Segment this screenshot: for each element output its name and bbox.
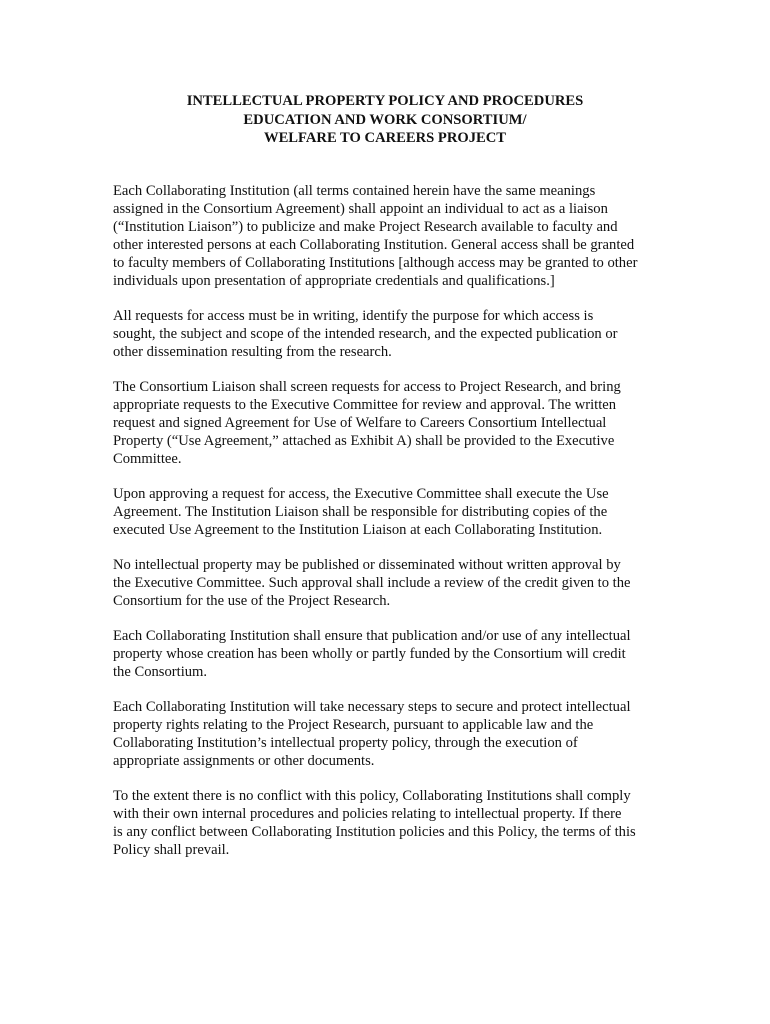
text-line: appropriate assignments or other documents. xyxy=(113,753,375,769)
text-line: property rights relating to the Project Research, pursuant to applicable law and the xyxy=(113,717,594,733)
text-line: individuals upon presentation of appropriate credentials and qualifications.] xyxy=(113,273,555,289)
text-line: is any conflict between Collaborating Institution policies and this Policy, the terms of this xyxy=(113,824,636,840)
paragraph-publication xyxy=(113,556,713,610)
text-line: to faculty members of Collaborating Institutions [although access may be granted to other xyxy=(113,255,638,271)
text-line: Agreement. The Institution Liaison shall be responsible for distributing copies of the xyxy=(113,504,608,520)
text-line: assigned in the Consortium Agreement) shall appoint an individual to act as a liaison xyxy=(113,201,608,217)
title-line: INTELLECTUAL PROPERTY POLICY AND PROCEDURES xyxy=(186,93,584,109)
title-line: EDUCATION AND WORK CONSORTIUM/ xyxy=(243,111,527,128)
text-line: other dissemination resulting from the research. xyxy=(113,344,392,360)
text-line: To the extent there is no conflict with this policy, Collaborating Institutions shall comply xyxy=(113,788,631,804)
document-body xyxy=(113,182,713,876)
text-line: other interested persons at each Collaborating Institution. General access shall be granted xyxy=(113,237,635,253)
text-line: Committee. xyxy=(113,451,182,467)
text-line: All requests for access must be in writing, identify the purpose for which access is xyxy=(113,308,594,324)
text-line: Each Collaborating Institution shall ensure that publication and/or use of any intellectual xyxy=(113,628,631,644)
text-line: Collaborating Institution’s intellectual property policy, through the execution of xyxy=(113,735,578,751)
text-line: the Consortium. xyxy=(113,664,208,680)
text-line: Property (“Use Agreement,” attached as Exhibit A) shall be provided to the Executive xyxy=(113,433,615,449)
text-line: Upon approving a request for access, the Executive Committee shall execute the Use xyxy=(113,486,609,502)
text-line: executed Use Agreement to the Institution Liaison at each Collaborating Institution. xyxy=(113,522,603,538)
paragraph-credit xyxy=(113,627,713,681)
text-line: No intellectual property may be published or disseminated without written approval by xyxy=(113,557,621,573)
text-line: with their own internal procedures and policies relating to intellectual property. If there xyxy=(113,806,622,822)
text-line: appropriate requests to the Executive Committee for review and approval. The written xyxy=(113,397,617,413)
paragraph-protection xyxy=(113,698,713,770)
paragraph-screening xyxy=(113,378,713,468)
text-line: Consortium for the use of the Project Research. xyxy=(113,593,391,609)
document-title xyxy=(0,92,770,148)
text-line: property whose creation has been wholly or partly funded by the Consortium will credit xyxy=(113,646,626,662)
text-line: the Executive Committee. Such approval shall include a review of the credit given to the xyxy=(113,575,631,591)
text-line: Each Collaborating Institution will take necessary steps to secure and protect intellectual xyxy=(113,699,631,715)
paragraph-requests xyxy=(113,307,713,361)
paragraph-conflict xyxy=(113,787,713,859)
paragraph-approval xyxy=(113,485,713,539)
title-line: WELFARE TO CAREERS PROJECT xyxy=(263,130,507,146)
text-line: Each Collaborating Institution (all terms contained herein have the same meanings xyxy=(113,183,596,199)
text-line: request and signed Agreement for Use of Welfare to Careers Consortium Intellectual xyxy=(113,415,607,431)
text-line: (“Institution Liaison”) to publicize and make Project Research available to faculty and xyxy=(113,219,618,235)
text-line: The Consortium Liaison shall screen requests for access to Project Research, and bring xyxy=(113,379,621,395)
text-line: sought, the subject and scope of the intended research, and the expected publication or xyxy=(113,326,618,342)
paragraph-liaison xyxy=(113,182,713,290)
text-line: Policy shall prevail. xyxy=(113,842,230,858)
